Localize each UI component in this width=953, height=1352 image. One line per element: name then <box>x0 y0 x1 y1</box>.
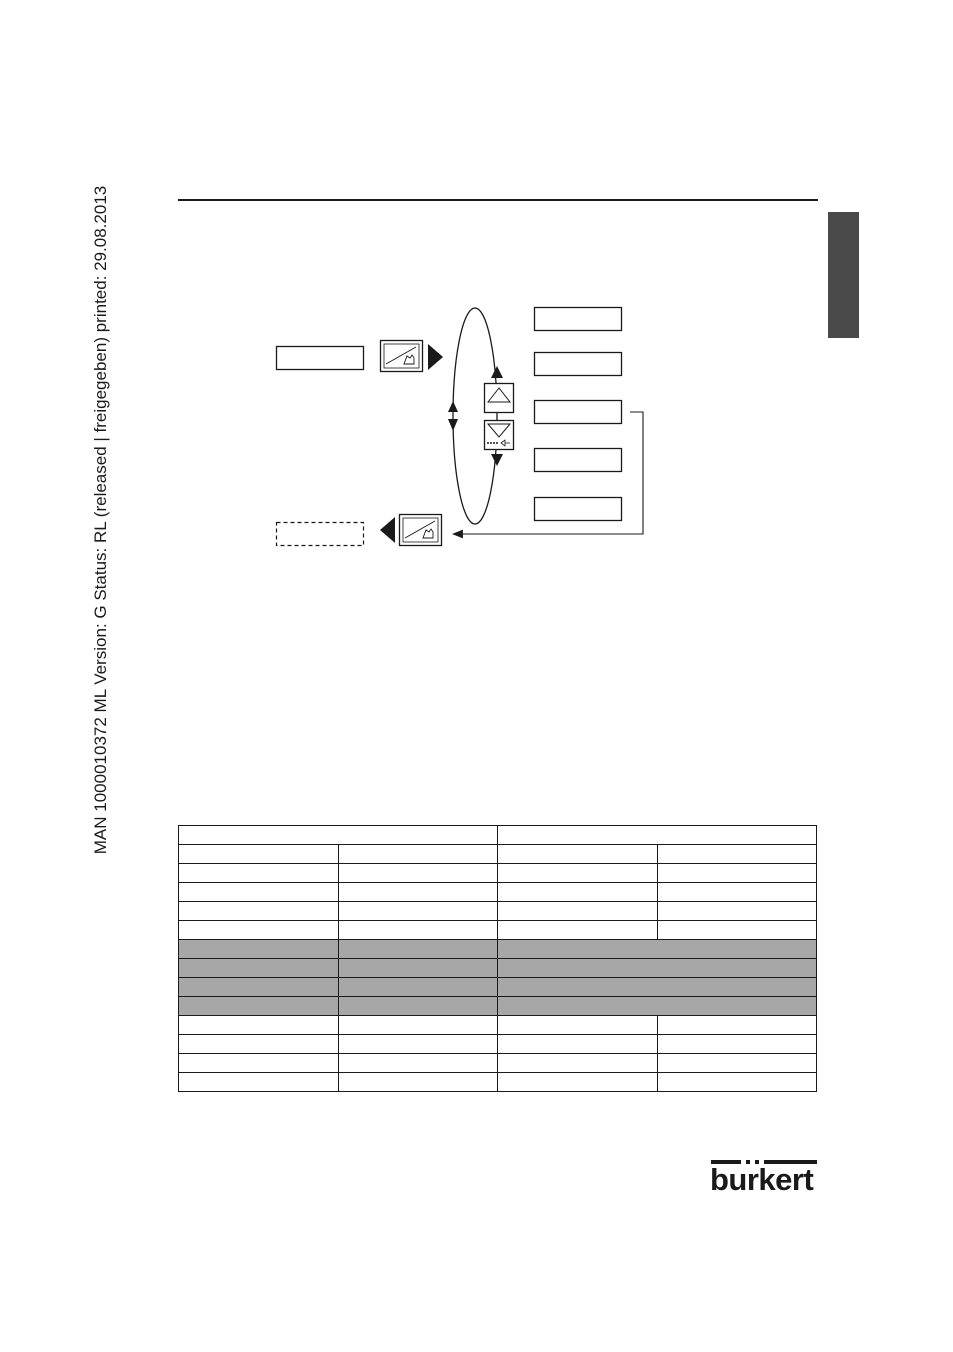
table-cell <box>657 1016 817 1035</box>
table-cell <box>657 883 817 902</box>
table-cell <box>179 1073 339 1092</box>
loop-arrow-up-icon <box>491 366 503 378</box>
table-row-shaded <box>179 959 817 978</box>
menu-item-box-3 <box>535 401 622 424</box>
table-row <box>179 1054 817 1073</box>
table-cell <box>657 864 817 883</box>
table-cell <box>657 1035 817 1054</box>
table-cell <box>179 1035 339 1054</box>
table-cell <box>338 978 498 997</box>
table-cell <box>498 1016 658 1035</box>
table-cell <box>498 845 658 864</box>
table-cell <box>338 845 498 864</box>
menu-item-box-1 <box>535 308 622 331</box>
table-cell <box>657 921 817 940</box>
table-cell <box>498 1054 658 1073</box>
table-cell <box>338 1016 498 1035</box>
table-cell <box>338 1054 498 1073</box>
table-cell <box>179 883 339 902</box>
menu-item-box-5 <box>535 498 622 521</box>
up-arrow-key-icon[interactable] <box>485 384 514 413</box>
table-row <box>179 921 817 940</box>
table-cell <box>179 902 339 921</box>
hand-key-icon[interactable] <box>381 341 423 372</box>
table-cell <box>498 921 658 940</box>
selection-connector <box>453 412 643 534</box>
table-cell <box>498 940 817 959</box>
table-row <box>179 1035 817 1054</box>
table-row <box>179 864 817 883</box>
table-row-shaded <box>179 978 817 997</box>
table-cell <box>179 921 339 940</box>
table-row <box>179 1073 817 1092</box>
right-arrow-icon <box>428 344 443 370</box>
table-header-cell <box>498 826 817 845</box>
table-header-cell <box>179 826 498 845</box>
table-cell <box>338 940 498 959</box>
table-cell <box>498 1035 658 1054</box>
loop-arrow-left-up-icon <box>448 401 458 412</box>
table-cell <box>498 1073 658 1092</box>
table-row <box>179 883 817 902</box>
table-cell <box>179 1054 339 1073</box>
table-cell <box>338 997 498 1016</box>
table-cell <box>179 1016 339 1035</box>
table-cell <box>179 940 339 959</box>
table-cell <box>179 997 339 1016</box>
loop-arrow-left-down-icon <box>448 419 458 431</box>
menu-item-box-2 <box>535 353 622 376</box>
selection-loop <box>453 308 497 524</box>
table-cell <box>179 864 339 883</box>
table-row <box>179 845 817 864</box>
table-cell <box>498 883 658 902</box>
table-cell <box>657 845 817 864</box>
menu-navigation-diagram <box>0 0 953 620</box>
table-cell <box>498 959 817 978</box>
down-arrow-key-icon[interactable] <box>485 421 514 450</box>
document-info-text: MAN 1000010372 ML Version: G Status: RL (released | freigegeben) printed: 29.08.2013 <box>91 185 110 854</box>
loop-arrow-down-icon <box>491 454 503 466</box>
table-cell <box>338 864 498 883</box>
table-cell <box>179 978 339 997</box>
table-header-row <box>179 826 817 845</box>
left-arrow-icon <box>380 517 395 543</box>
specification-table <box>178 825 817 1092</box>
table-cell <box>338 921 498 940</box>
table-cell <box>498 902 658 921</box>
entry-display-box <box>277 347 364 370</box>
logo-wordmark: burkert <box>710 1162 814 1197</box>
exit-hand-key-icon[interactable] <box>400 515 442 546</box>
table-cell <box>338 1035 498 1054</box>
menu-item-box-4 <box>535 449 622 472</box>
burkert-logo <box>710 1160 818 1196</box>
table-row-shaded <box>179 997 817 1016</box>
table-row-shaded <box>179 940 817 959</box>
table-cell <box>657 1073 817 1092</box>
table-cell <box>657 1054 817 1073</box>
table-cell <box>498 978 817 997</box>
table-cell <box>179 959 339 978</box>
table-cell <box>657 902 817 921</box>
table-cell <box>179 845 339 864</box>
table-cell <box>498 864 658 883</box>
exit-display-box <box>277 523 364 546</box>
table-cell <box>498 997 817 1016</box>
table-cell <box>338 883 498 902</box>
table-cell <box>338 902 498 921</box>
table-cell <box>338 959 498 978</box>
table-row <box>179 1016 817 1035</box>
table-cell <box>338 1073 498 1092</box>
table-row <box>179 902 817 921</box>
